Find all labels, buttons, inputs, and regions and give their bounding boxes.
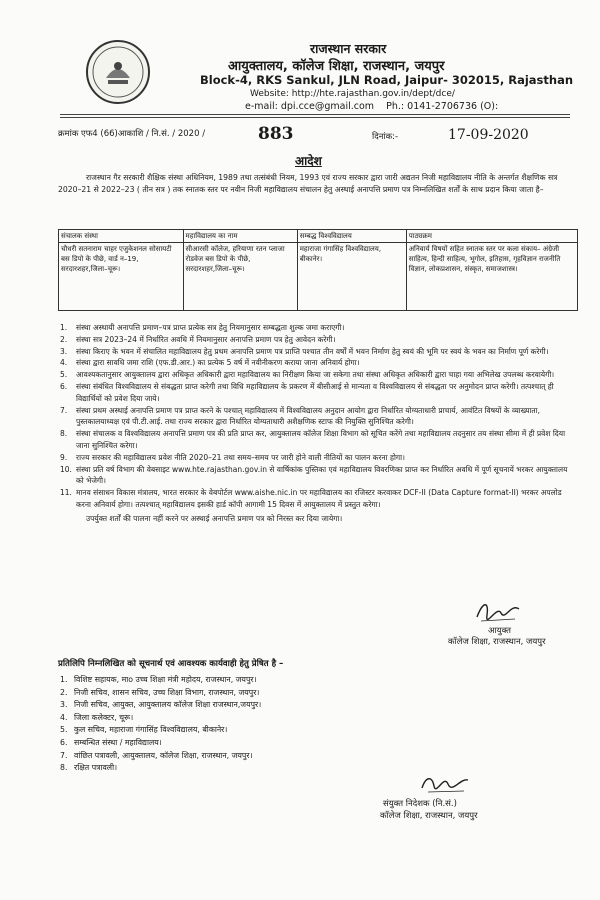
phone-text: Ph.: 0141-2706736 (O): [386, 101, 499, 112]
table-row [59, 243, 578, 311]
list-item: 8. रक्षित पत्रावली। [60, 763, 118, 773]
signatory2-office: कॉलेज शिक्षा, राजस्थान, जयपुर [380, 811, 478, 821]
department-logo-icon [86, 40, 150, 104]
list-item: 4. संस्था द्वारा सावधि जमा राशि (एफ.डी.आर.) का प्रत्येक 5 वर्ष में नवीनीकरण कराया जाना अनिवार्य होगा। [60, 358, 360, 368]
table-header-cell: पाठ्यक्रम [406, 230, 577, 243]
table-cell: महाराजा गंगासिंह विश्वविद्यालय, बीकानेर। [297, 243, 406, 311]
order-title: आदेश [295, 154, 322, 168]
office-name: आयुक्तालय, कॉलेज शिक्षा, राजस्थान, जयपुर [228, 59, 445, 74]
list-item: 11. मानव संसाधन विकास मंत्रालय, भारत सरकार के वेबपोर्टल www.aishe.nic.in पर महाविद्यालय का रजिस्टर करवाकर DCF-II (Data Capture format-II) भरकर अपलोड करना अनिवार्य होगा। तत्पश्चात् महाविद्यालय इसकी हार्ड कॉपी आगामी 15 दिवस में आयुक्तालय में प्रस्तुत करेगा। [60, 488, 562, 509]
government-name: राजस्थान सरकार [310, 41, 387, 56]
table-header-row [59, 230, 578, 243]
signatory-title: आयुक्त [488, 626, 512, 636]
list-item: 7. संस्था प्रथम अस्थाई अनापत्ति प्रमाण पत्र प्राप्त करने के पश्चात् महाविद्यालय में विश्वविद्यालय अनुदान आयोग द्वारा निर्धारित योग्यताधारी प्राचार्य, आवंटित विषयों के व्याख्याता, पुस्तकालयाध्यक्ष एवं पी.टी.आई. तथा राज्य सरकार द्वारा निर्धारित योग्यताधारी अशैक्षणिक स्टाफ की नियुक्ति सुनिश्चित करेगी। [60, 405, 541, 427]
list-item: 7. वांछित पत्रावली, आयुक्तालय, कॉलेज शिक्षा, राजस्थान, जयपुर। [60, 750, 253, 760]
table-header-cell: संचालक संस्था [59, 230, 184, 243]
closing-statement: उपर्युक्त शर्तों की पालना नहीं करने पर अस्थाई अनापत्ति प्रमाण पत्र को निरस्त कर दिया जायेगा। [86, 513, 343, 523]
intro-paragraph: राजस्थान गैर सरकारी शैक्षिक संस्था अधिनियम, 1989 तथा तत्संबंधी नियम, 1993 एवं राज्य सरकार द्वारा जारी अद्यतन निजी महाविद्यालय नीति के अन्तर्गत शैक्षणिक सत्र 2020–21 से 2022–23 ( तीन सत्र ) तक स्नातक स्तर पर नवीन निजी महाविद्यालय संचालन हेतु अस्थाई अनापत्ति प्रमाण पत्र निम्नलिखित शर्तों के साथ प्रदान किया जाता है– [58, 173, 558, 194]
contact-line [245, 101, 498, 112]
list-item: 8. संस्था संचालक व विश्वविद्यालय अनापत्ति प्रमाण पत्र की प्रति प्राप्त कर, आयुक्तालय कॉलेज शिक्षा विभाग को सूचित करेंगे तथा महाविद्यालय तदनुसार तय संस्था सीमा में ही प्रवेश दिया जाना सुनिश्चित करेगा। [60, 429, 566, 450]
reference-label: क्रमांक एफ4 (66)आकाशि / नि.सं. / 2020 / [58, 129, 206, 139]
table-cell: अनिवार्य विषयों सहित स्नातक स्तर पर कला संकाय– अंग्रेजी साहित्य, हिन्दी साहित्य, भूगोल, इतिहास, गृहविज्ञान राजनीति विज्ञान, लोकप्रशासन, संस्कृत, समाजशास्त्र। [406, 243, 577, 311]
list-item: 2. निजी सचिव, शासन सचिव, उच्च शिक्षा विभाग, राजस्थान, जयपुर। [60, 687, 260, 697]
list-item: 1. संस्था अस्थायी अनापत्ति प्रमाण–पत्र प्राप्त प्रत्येक सत्र हेतु नियमानुसार सम्बद्धता शुल्क जमा कराएगी। [60, 323, 345, 332]
list-item: 3. निजी सचिव, आयुक्त, आयुक्तालय कॉलेज शिक्षा राजस्थान,जयपुर। [60, 700, 262, 710]
table-header-cell: महाविद्यालय का नाम [183, 230, 297, 243]
list-item: 9. राज्य सरकार की महाविद्यालय प्रवेश नीति 2020–21 तथा समय–समय पर जारी होने वाली नीतियों का पालन करना होगा। [60, 452, 405, 462]
table-header-cell: सम्बद्ध विश्वविद्यालय [297, 230, 406, 243]
conditions-list [58, 322, 573, 525]
list-item: 1. विशिष्ट सहायक, माo उच्च शिक्षा मंत्री महोदय, राजस्थान, जयपुर। [60, 675, 257, 684]
college-details-table [58, 229, 578, 311]
list-item: 6. संस्था संबंधित विश्वविद्यालय से संबद्धता प्राप्त करेगी तथा विधि महाविद्यालय के प्रकरण में बीसीआई से मान्यता व विश्वविद्यालय से संबद्धता पर अनुमोदन प्राप्त करेगी। तत्पश्चात् ही विद्यार्थियों को प्रवेश दिया जाये। [60, 381, 554, 403]
list-item: 6. सम्बन्धित संस्था / महाविद्यालय। [60, 737, 162, 747]
table-cell: सीआरसी कॉलेज, हरियाणा रतन प्लाजा रोडवेज बस डिपो के पीछे, सरदारशहर,जिला–चूरू। [183, 243, 297, 311]
header-divider [60, 114, 570, 115]
signatory-office: कॉलेज शिक्षा, राजस्थान, जयपुर [448, 637, 546, 647]
date-label: दिनांक:- [372, 132, 399, 142]
email-text: e-mail: dpi.cce@gmail.com [245, 101, 375, 112]
joint-director-signature-icon [418, 770, 473, 796]
signatory2-title: संयुक्त निदेशक (नि.सं.) [383, 799, 457, 809]
table-cell: चौधरी सतनाराम चाहर एजुकेशनल सोसायटी बस डिपो के पीछे, वार्ड न–19, सरदारशहर,जिला–चूरू। [59, 243, 184, 311]
list-item: 5. आवश्यकतानुसार आयुक्तालय द्वारा अधिकृत अधिकारी द्वारा महाविद्यालय का निरीक्षण किया जा सकेगा तथा संस्था अधिकृत अधिकारी द्वारा चाहा गया अभिलेख उपलब्ध करवायेगी। [60, 370, 555, 380]
date-value: 17-09-2020 [448, 127, 529, 143]
list-item: 10. संस्था प्रति वर्ष विभाग की वेबसाइट www.hte.rajasthan.gov.in से वार्षिकांक पुस्तिका एवं महाविद्यालय विवरणिका प्राप्त कर निर्धारित अवधि में पूर्ण सूचनायें भरकर आयुक्तालय को भेजेगी। [60, 464, 568, 486]
office-address: Block-4, RKS Sankul, JLN Road, Jaipur- 302015, Rajasthan [200, 73, 574, 87]
website-text: Website: http://hte.rajasthan.gov.in/dept/dce/ [250, 89, 455, 99]
commissioner-signature-icon [473, 597, 523, 625]
list-item: 5. कुल सचिव, महाराजा गंगासिंह विश्वविद्यालय, बीकानेर। [60, 725, 228, 735]
list-item: 3. संस्था किराए के भवन में संचालित महाविद्यालय हेतु प्रथम अनापत्ति प्रमाण पत्र प्राप्ति पश्चात तीन वर्षों में भवन निर्माण हेतु स्वयं की भूमि पर स्वयं के भवन का निर्माण पूर्ण करेगी। [60, 346, 549, 356]
reference-number: 883 [258, 124, 294, 144]
copy-heading: प्रतिलिपि निम्नलिखित को सूचनार्थ एवं आवश्यक कार्यवाही हेतु प्रेषित है – [58, 659, 284, 669]
header-divider-2 [60, 117, 570, 118]
copy-list [58, 674, 528, 775]
list-item: 2. संस्था सत्र 2023–24 में निर्धारित अवधि में नियमानुसार अनापत्ति प्रमाण पत्र हेतु आवेदन करेगी। [60, 334, 336, 344]
list-item: 4. जिला कलेक्टर, चूरू। [60, 712, 134, 722]
